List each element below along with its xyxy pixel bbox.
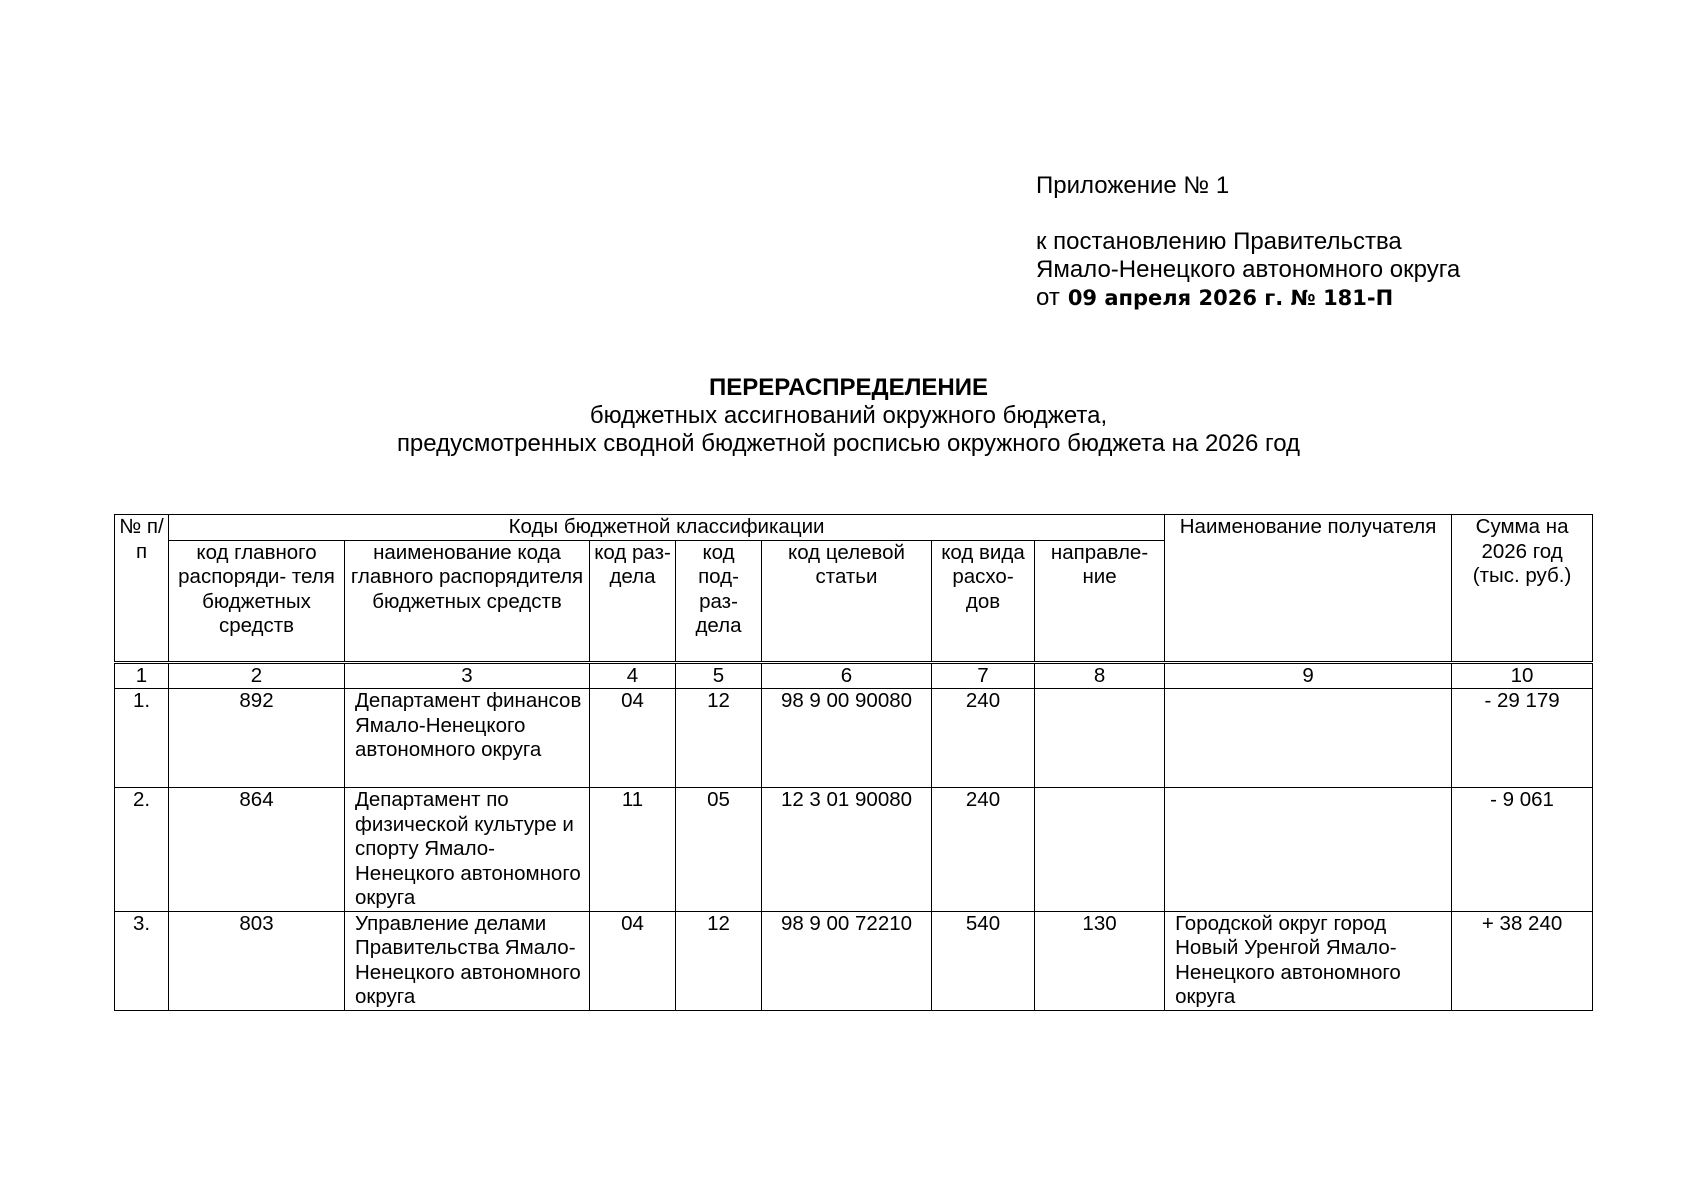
header-sum: Сумма на 2026 год (тыс. руб.): [1452, 515, 1593, 663]
row-expense-type: 240: [932, 788, 1035, 912]
row-subsection: 12: [676, 911, 762, 1010]
colnum: 8: [1035, 662, 1165, 689]
row-sum: - 29 179: [1452, 689, 1593, 788]
header-row-top: [115, 515, 1593, 541]
row-num: 1.: [115, 689, 169, 788]
header-codes-group: Коды бюджетной классификации: [169, 515, 1165, 541]
appendix-region-line: Ямало-Ненецкого автономного округа: [1036, 256, 1461, 283]
row-num: 2.: [115, 788, 169, 912]
header-num: № п/п: [115, 515, 169, 663]
row-subsection: 05: [676, 788, 762, 912]
row-target-article: 98 9 00 72210: [762, 911, 932, 1010]
row-sum: - 9 061: [1452, 788, 1593, 912]
decree-date-number: 09 апреля 2026 г. № 181-П: [1067, 286, 1394, 310]
colnum: 2: [169, 662, 345, 689]
header-c3: наименование кода главного распорядителя бюджетных средств: [345, 540, 590, 662]
row-section: 11: [590, 788, 676, 912]
header-c8: направле- ние: [1035, 540, 1165, 662]
header-c4: код раз- дела: [590, 540, 676, 662]
appendix-block: [1036, 172, 1460, 312]
row-num: 3.: [115, 911, 169, 1010]
row-sum: + 38 240: [1452, 911, 1593, 1010]
header-recipient: Наименование получателя: [1165, 515, 1452, 663]
row-grbs-name: Департамент по физической культуре и спорту Ямало-Ненецкого автономного округа: [345, 788, 590, 912]
table-row: [115, 689, 1593, 788]
row-direction: [1035, 689, 1165, 788]
colnum: 6: [762, 662, 932, 689]
header-c5: код под- раз- дела: [676, 540, 762, 662]
document-title: [0, 374, 1697, 458]
row-grbs-name: Департамент финансов Ямало-Ненецкого автономного округа: [345, 689, 590, 788]
row-section: 04: [590, 689, 676, 788]
title-main: ПЕРЕРАСПРЕДЕЛЕНИЕ: [708, 374, 989, 401]
row-direction: [1035, 788, 1165, 912]
appendix-from: от: [1036, 284, 1060, 311]
colnum: 4: [590, 662, 676, 689]
colnum: 1: [115, 662, 169, 689]
row-expense-type: 240: [932, 689, 1035, 788]
title-sub2: предусмотренных сводной бюджетной росписью окружного бюджета на 2026 год: [396, 430, 1301, 457]
table-row: [115, 911, 1593, 1010]
colnum: 9: [1165, 662, 1452, 689]
row-subsection: 12: [676, 689, 762, 788]
colnum: 7: [932, 662, 1035, 689]
row-grbs-code: 803: [169, 911, 345, 1010]
appendix-number: Приложение № 1: [1036, 172, 1230, 199]
row-target-article: 98 9 00 90080: [762, 689, 932, 788]
row-grbs-code: 892: [169, 689, 345, 788]
appendix-date-line: [1036, 284, 1460, 312]
row-recipient: [1165, 689, 1452, 788]
colnum: 10: [1452, 662, 1593, 689]
row-expense-type: 540: [932, 911, 1035, 1010]
row-recipient: Городской округ город Новый Уренгой Ямало-Ненецкого автономного округа: [1165, 911, 1452, 1010]
budget-table: [114, 514, 1593, 1011]
colnum: 5: [676, 662, 762, 689]
header-c7: код вида расхо- дов: [932, 540, 1035, 662]
table-row: [115, 788, 1593, 912]
title-sub1: бюджетных ассигнований окружного бюджета,: [589, 402, 1108, 429]
header-c6: код целевой статьи: [762, 540, 932, 662]
colnum: 3: [345, 662, 590, 689]
header-c2: код главного распоряди- теля бюджетных средств: [169, 540, 345, 662]
row-grbs-name: Управление делами Правительства Ямало-Ненецкого автономного округа: [345, 911, 590, 1010]
row-recipient: [1165, 788, 1452, 912]
appendix-decree-line: к постановлению Правительства: [1036, 228, 1402, 255]
row-section: 04: [590, 911, 676, 1010]
row-target-article: 12 3 01 90080: [762, 788, 932, 912]
row-direction: 130: [1035, 911, 1165, 1010]
row-grbs-code: 864: [169, 788, 345, 912]
column-number-row: [115, 662, 1593, 689]
